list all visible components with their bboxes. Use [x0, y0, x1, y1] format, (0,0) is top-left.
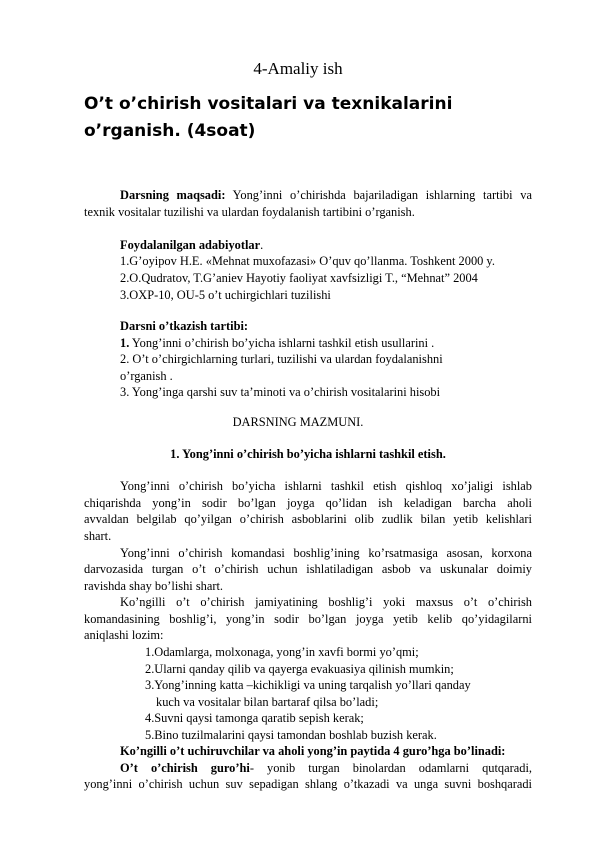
group1-line: O’t o’chirish guro’hi- yonib turgan binolardan odamlarni qutqaradi,: [120, 761, 532, 775]
para3-line: Ko’ngilli o’t o’chirish jamiyatining boshlig’i yoki maxsus o’t o’chirish: [120, 595, 532, 609]
procedure-heading: Darsni o’tkazish tartibi:: [120, 319, 249, 333]
content-heading: DARSNING MAZMUNI.: [232, 415, 364, 429]
literature-item: 1.G’oyipov H.E. «Mehnat muxofazasi» O’quv qo’llanma. Toshkent 2000 y.: [120, 254, 495, 268]
section-heading: 1. Yong’inni o’chirish bo’yicha ishlarni tashkil etish.: [170, 447, 446, 461]
para1-line: avvaldan belgilab qo’yilgan o’chirish asboblarini olib zudlik bilan yetib kelishlari: [84, 512, 532, 526]
para3-line: komandasining boshlig’i, yong’in sodir bo’lgan joyga yetib kelib qo’yidagilarni: [84, 612, 532, 626]
para1-line: chiqarishda yong’in sodir bo’lgan joyga qo’lidan ish keladigan barcha aholi: [84, 496, 532, 510]
goal-line-2: texnik vositalar tuzilishi va ulardan foydalanish tartibini o’rganish.: [84, 205, 415, 219]
group1-label: O’t o’chirish guro’hi: [120, 761, 250, 775]
checklist-item: 1.Odamlarga, molxonaga, yong’in xavfi bormi yo’qmi;: [145, 645, 419, 659]
procedure-item-2: 2. O’t o’chirgichlarning turlari, tuzilishi va ulardan foydalanishni: [120, 352, 443, 366]
checklist-item: 5.Bino tuzilmalarini qaysi tamondan boshlab buzish kerak.: [145, 728, 437, 742]
goal-label: Darsning maqsadi:: [120, 188, 226, 202]
checklist-item-cont: kuch va vositalar bilan bartaraf qilsa bo’ladi;: [156, 695, 379, 709]
groups-heading: Ko’ngilli o’t uchiruvchilar va aholi yong’in paytida 4 guro’hga bo’linadi:: [120, 744, 506, 758]
checklist-item: 3.Yong’inning katta –kichikligi va uning tarqalish yo’llari qanday: [145, 678, 471, 692]
para2-line: Yong’inni o’chirish komandasi boshlig’ining ko’rsatmasiga asosan, korxona: [120, 546, 532, 560]
title-line-1: O’t o’chirish vositalari va texnikalarini: [84, 94, 453, 114]
title-line-2: o’rganish. (4soat): [84, 121, 256, 141]
procedure-item-1: 1. Yong’inni o’chirish bo’yicha ishlarni tashkil etish usullarini .: [120, 336, 435, 350]
para2-line: ravishda shay bo’lishi shart.: [84, 579, 224, 593]
para1-line: Yong’inni o’chirish bo’yicha ishlarni tashkil etish qishloq xo’jaligi ishlab: [120, 479, 532, 493]
procedure-item-2-cont: o’rganish .: [120, 369, 173, 383]
procedure-item-3: 3. Yong’inga qarshi suv ta’minoti va o’chirish vositalarini hisobi: [120, 385, 441, 399]
group1-line: yong’inni o’chirish uchun suv sepadigan shlang o’tkazadi va unga suvni boshqaradi: [84, 777, 532, 791]
para3-line: aniqlashi lozim:: [84, 628, 164, 642]
para2-line: darvozasida turgan o’t o’chirish uchun ishlatiladigan asbob va uskunalar doimiy: [84, 562, 532, 576]
checklist-item: 2.Ularni qanday qilib va qayerga evakuasiya qilinish mumkin;: [145, 662, 454, 676]
literature-item: 3.OXP-10, OU-5 o’t uchirgichlari tuzilishi: [120, 288, 331, 302]
para1-line: shart.: [84, 529, 112, 543]
literature-item: 2.O.Qudratov, T.G’aniev Hayotiy faoliyat xavfsizligi T., “Mehnat” 2004: [120, 271, 478, 285]
checklist-item: 4.Suvni qaysi tamonga qaratib sepish kerak;: [145, 711, 364, 725]
goal-line-1: Darsning maqsadi: Yong’inni o’chirishda bajariladigan ishlarning tartibi va: [120, 188, 532, 202]
literature-heading: Foydalanilgan adabiyotlar.: [120, 238, 264, 252]
lab-number: 4-Amaliy ish: [253, 59, 343, 78]
